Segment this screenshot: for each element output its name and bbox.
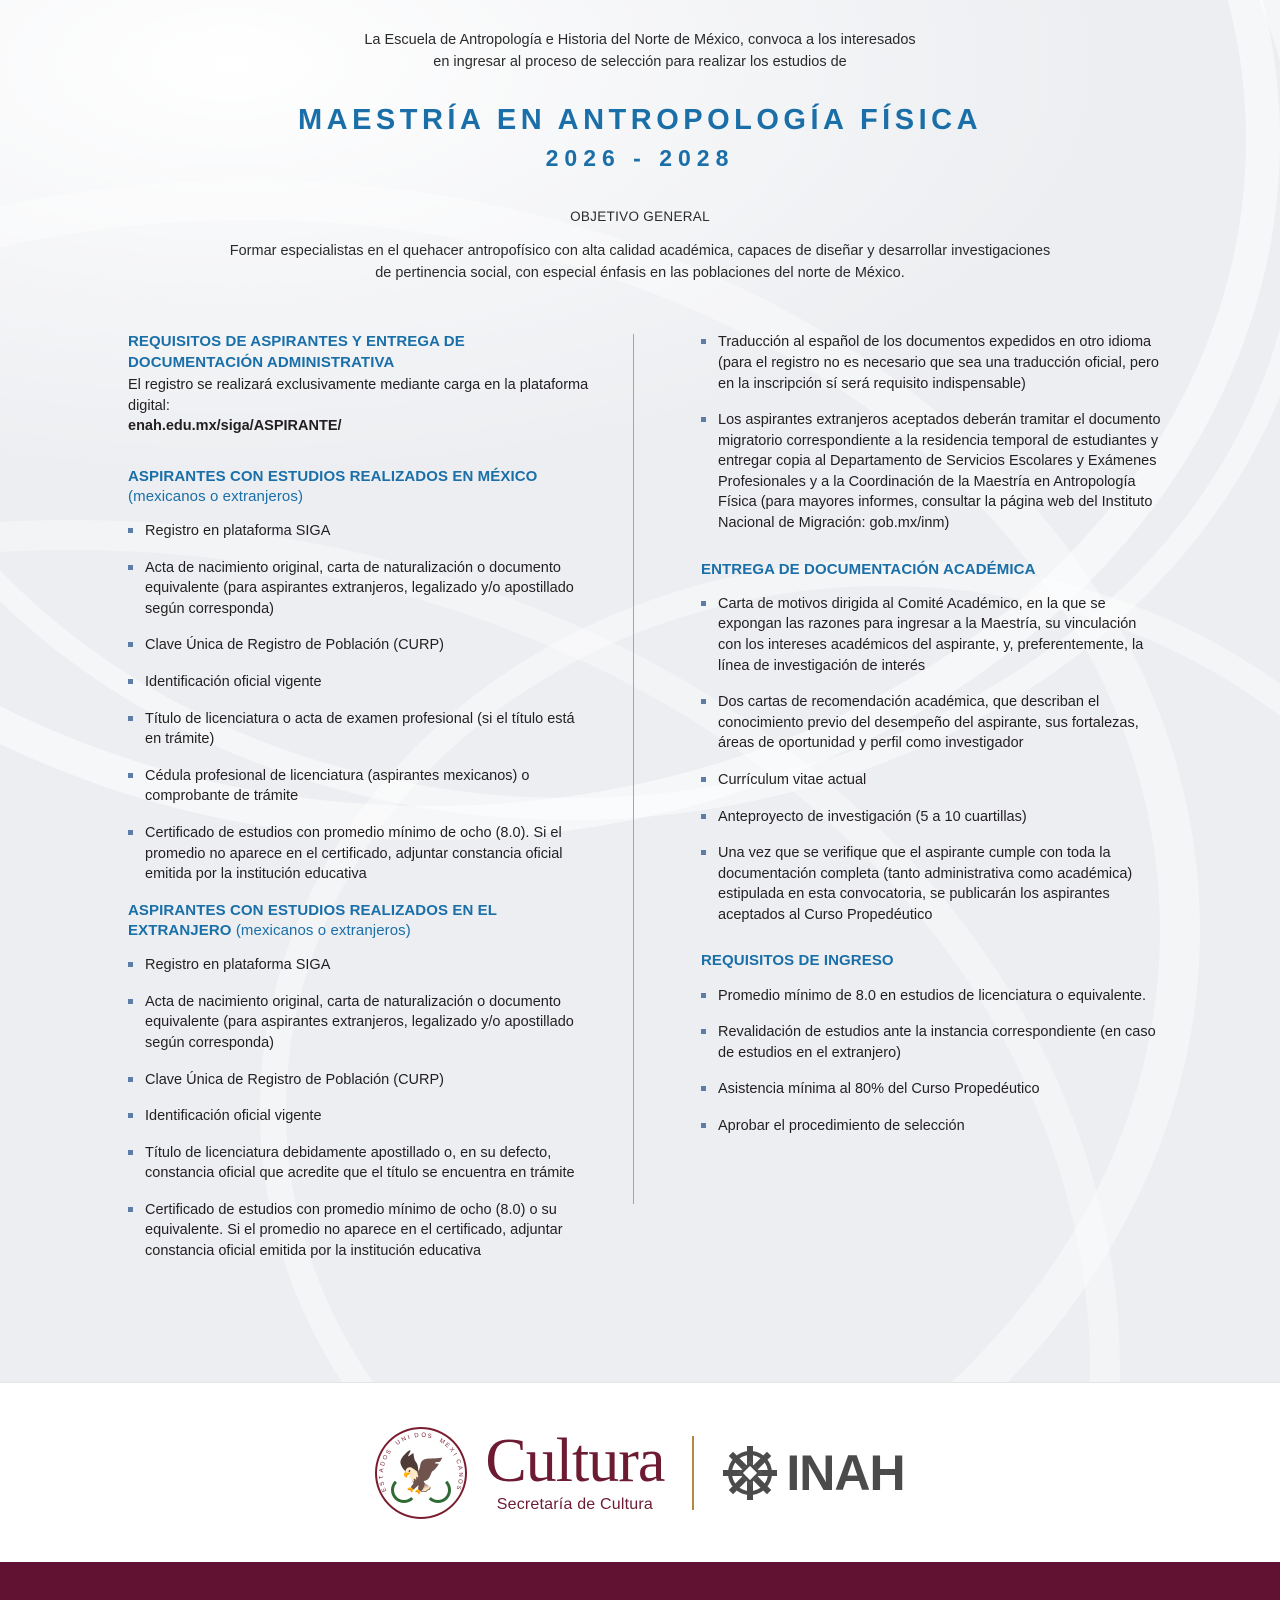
footer-logos: [0, 1382, 1280, 1600]
list-item: Clave Única de Registro de Población (CURP): [128, 1070, 591, 1091]
list-item: Una vez que se verifique que el aspirante cumple con toda la documentación completa (tanto administrativa como académica) estipulada en esta convocatoria, se publicarán los aspirantes aceptados al Curso Propedéutico: [701, 843, 1162, 925]
list-item: Carta de motivos dirigida al Comité Académico, en la que se expongan las razones para ingresar a la Maestría, su vinculación con los intereses académicos del aspirante, y, preferentemente, la línea de investigación de interés: [701, 594, 1162, 676]
footer-color-bar: [0, 1562, 1280, 1600]
section-heading-line-2: DOCUMENTACIÓN ADMINISTRATIVA: [128, 353, 395, 371]
registration-instructions: El registro se realizará exclusivamente mediante carga en la plataforma digital:: [128, 376, 589, 414]
list-item: Cédula profesional de licenciatura (aspirantes mexicanos) o comprobante de trámite: [128, 766, 591, 807]
list-item: Dos cartas de recomendación académica, que describan el conocimiento previo del desempeño del aspirante, sus fortalezas, áreas de oportunidad y perfil como investigador: [701, 692, 1162, 754]
list-item: Identificación oficial vigente: [128, 1106, 591, 1127]
list-item: Acta de nacimiento original, carta de naturalización o documento equivalente (para aspirantes extranjeros, legalizado y/o apostillado según corresponda): [128, 558, 591, 620]
list-item: Identificación oficial vigente: [128, 672, 591, 693]
requisitos-continuacion-list: [701, 332, 1162, 533]
mexican-coat-of-arms-icon: [375, 1427, 467, 1519]
documentacion-academica-list: [701, 594, 1162, 926]
left-column: [128, 332, 645, 1277]
list-item: Asistencia mínima al 80% del Curso Propedéutico: [701, 1079, 1162, 1100]
list-item: Anteproyecto de investigación (5 a 10 cuartillas): [701, 807, 1162, 828]
inah-sun-icon: [722, 1445, 778, 1501]
list-item: Título de licenciatura debidamente apostillado o, en su defecto, constancia oficial que acredite que el título se encuentra en trámite: [128, 1143, 591, 1184]
page-title-years: 2026 - 2028: [545, 144, 735, 171]
list-item: Los aspirantes extranjeros aceptados deberán tramitar el documento migratorio correspondiente a la residencia temporal de estudiantes y entregar copia al Departamento de Servicios Escolares y Exámenes Profesionales y a la Coordinación de la Maestría en Antropología Física (para mayores informes, consultar la página web del Instituto Nacional de Migración: gob.mx/inm): [701, 410, 1162, 533]
section-subheading-mexico: (mexicanos o extranjeros): [128, 487, 304, 505]
list-item: Registro en plataforma SIGA: [128, 521, 591, 542]
requisitos-mexico-list: [128, 521, 591, 885]
seal-ring-text: E S T A D O S U N I D O S M E X I C A N O S: [379, 1432, 464, 1493]
inah-logo: [722, 1445, 904, 1501]
kicker-line-2: en ingresar al proceso de selección para realizar los estudios de: [433, 53, 847, 70]
cultura-logo: [485, 1426, 665, 1515]
list-item: Registro en plataforma SIGA: [128, 955, 591, 976]
list-item: Acta de nacimiento original, carta de naturalización o documento equivalente (para aspirantes extranjeros, legalizado y/o apostillado según corresponda): [128, 992, 591, 1054]
list-item: Currículum vitae actual: [701, 770, 1162, 791]
list-item: Clave Única de Registro de Población (CURP): [128, 635, 591, 656]
registration-url[interactable]: enah.edu.mx/siga/ASPIRANTE/: [128, 418, 342, 435]
list-item: Aprobar el procedimiento de selección: [701, 1116, 1162, 1137]
section-subheading-extranjero: (mexicanos o extranjeros): [235, 921, 411, 939]
kicker-line-1: La Escuela de Antropología e Historia del Norte de México, convoca a los interesados: [364, 32, 916, 48]
right-column: [645, 332, 1162, 1277]
requisitos-extranjero-list: [128, 955, 591, 1261]
section-heading-requisitos-administrativa: [128, 332, 591, 373]
section-heading-mexico-text: ASPIRANTES CON ESTUDIOS REALIZADOS EN MÉXICO: [128, 467, 538, 485]
cultura-wordmark: Cultura: [485, 1426, 665, 1495]
objective-line-2: de pertinencia social, con especial énfasis en las poblaciones del norte de México.: [375, 264, 905, 281]
page-title: MAESTRÍA EN ANTROPOLOGÍA FÍSICA: [297, 103, 983, 136]
objective-text: [0, 240, 1280, 285]
inah-wordmark: INAH: [786, 1445, 905, 1501]
section-heading-estudios-mexico: [128, 467, 591, 508]
logo-divider: [692, 1436, 694, 1510]
list-item: Certificado de estudios con promedio mínimo de ocho (8.0) o su equivalente. Si el promedio no aparece en el certificado, adjuntar constancia oficial emitida por la institución educativa: [128, 1200, 591, 1262]
column-divider: [633, 334, 634, 1204]
requisitos-ingreso-list: [701, 986, 1162, 1137]
list-item: Certificado de estudios con promedio mínimo de ocho (8.0). Si el promedio no aparece en el certificado, adjuntar constancia oficial emitida por la institución educativa: [128, 823, 591, 885]
list-item: Promedio mínimo de 8.0 en estudios de licenciatura o equivalente.: [701, 986, 1162, 1007]
poster-header: [0, 0, 1280, 284]
section-heading-line-1: REQUISITOS DE ASPIRANTES Y ENTREGA DE: [128, 333, 465, 351]
objective-line-1: Formar especialistas en el quehacer antropofísico con alta calidad académica, capaces de diseñar y desarrollar investigaciones: [229, 242, 1051, 259]
list-item: Título de licenciatura o acta de examen profesional (si el título está en trámite): [128, 709, 591, 750]
section-heading-documentacion-academica: ENTREGA DE DOCUMENTACIÓN ACADÉMICA: [701, 560, 1036, 578]
list-item: Traducción al español de los documentos expedidos en otro idioma (para el registro no es necesario que sea una traducción oficial, pero en la inscripción sí será requisito indispensable): [701, 332, 1162, 394]
section-heading-estudios-extranjero: [128, 901, 591, 942]
eagle-glyph: 🦅: [396, 1451, 447, 1495]
convocation-kicker: [0, 30, 1280, 74]
section-heading-requisitos-ingreso: REQUISITOS DE INGRESO: [701, 952, 894, 970]
body-columns: [0, 332, 1280, 1277]
section-heading-extranjero-line-1: ASPIRANTES CON ESTUDIOS REALIZADOS EN EL: [128, 901, 498, 919]
objective-label: OBJETIVO GENERAL: [570, 208, 710, 224]
cultura-subtitle: Secretaría de Cultura: [496, 1496, 654, 1514]
list-item: Revalidación de estudios ante la instancia correspondiente (en caso de estudios en el extranjero): [701, 1022, 1162, 1063]
section-heading-extranjero-line-2: EXTRANJERO: [128, 921, 232, 939]
